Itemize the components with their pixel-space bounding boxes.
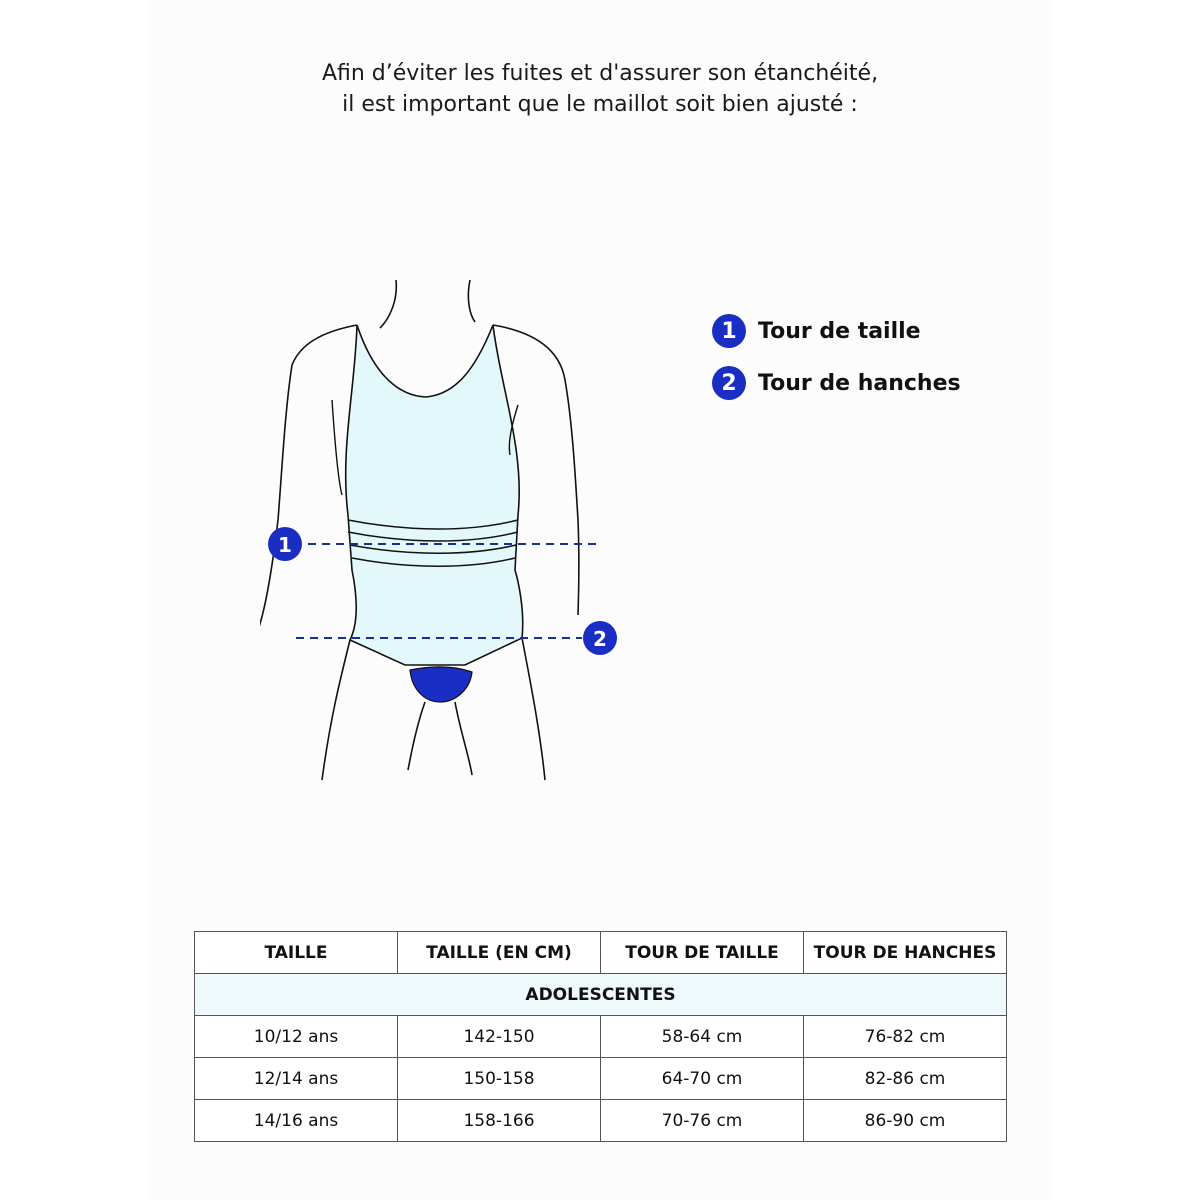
figure-left-arm	[260, 325, 357, 630]
legend-label-waist: Tour de taille	[758, 318, 921, 344]
table-header-row	[195, 932, 1007, 974]
cell-size: 14/16 ans	[195, 1100, 398, 1142]
marker-2-number: 2	[593, 627, 607, 651]
cell-hips: 82-86 cm	[804, 1058, 1007, 1100]
cell-waist: 58-64 cm	[601, 1016, 804, 1058]
legend-label-hips: Tour de hanches	[758, 370, 961, 396]
intro-text	[0, 58, 1200, 120]
cell-waist: 64-70 cm	[601, 1058, 804, 1100]
intro-line-1: Afin d’éviter les fuites et d'assurer son étanchéité,	[321, 61, 879, 86]
cell-waist: 70-76 cm	[601, 1100, 804, 1142]
table-row	[195, 1100, 1007, 1142]
legend-item-waist	[712, 314, 961, 348]
cell-size-cm: 150-158	[398, 1058, 601, 1100]
figure-neck	[380, 280, 475, 328]
table-row	[195, 1016, 1007, 1058]
size-table	[194, 931, 1007, 1142]
cell-hips: 76-82 cm	[804, 1016, 1007, 1058]
intro-line-2: il est important que le maillot soit bien ajusté :	[342, 92, 858, 117]
table-group-row	[195, 974, 1007, 1016]
legend-badge-2: 2	[712, 366, 746, 400]
swimsuit-body	[346, 325, 523, 665]
table-row	[195, 1058, 1007, 1100]
marker-1-number: 1	[278, 533, 292, 557]
cell-size: 10/12 ans	[195, 1016, 398, 1058]
header-size-cm: TAILLE (EN CM)	[398, 932, 601, 974]
legend-item-hips	[712, 366, 961, 400]
group-label: ADOLESCENTES	[195, 974, 1007, 1016]
header-waist: TOUR DE TAILLE	[601, 932, 804, 974]
legend-badge-1: 1	[712, 314, 746, 348]
cell-size-cm: 158-166	[398, 1100, 601, 1142]
swimsuit-gusset	[410, 667, 472, 702]
measurement-legend	[712, 314, 961, 418]
header-size: TAILLE	[195, 932, 398, 974]
swimsuit-illustration	[260, 270, 640, 790]
cell-size-cm: 142-150	[398, 1016, 601, 1058]
cell-size: 12/14 ans	[195, 1058, 398, 1100]
cell-hips: 86-90 cm	[804, 1100, 1007, 1142]
header-hips: TOUR DE HANCHES	[804, 932, 1007, 974]
